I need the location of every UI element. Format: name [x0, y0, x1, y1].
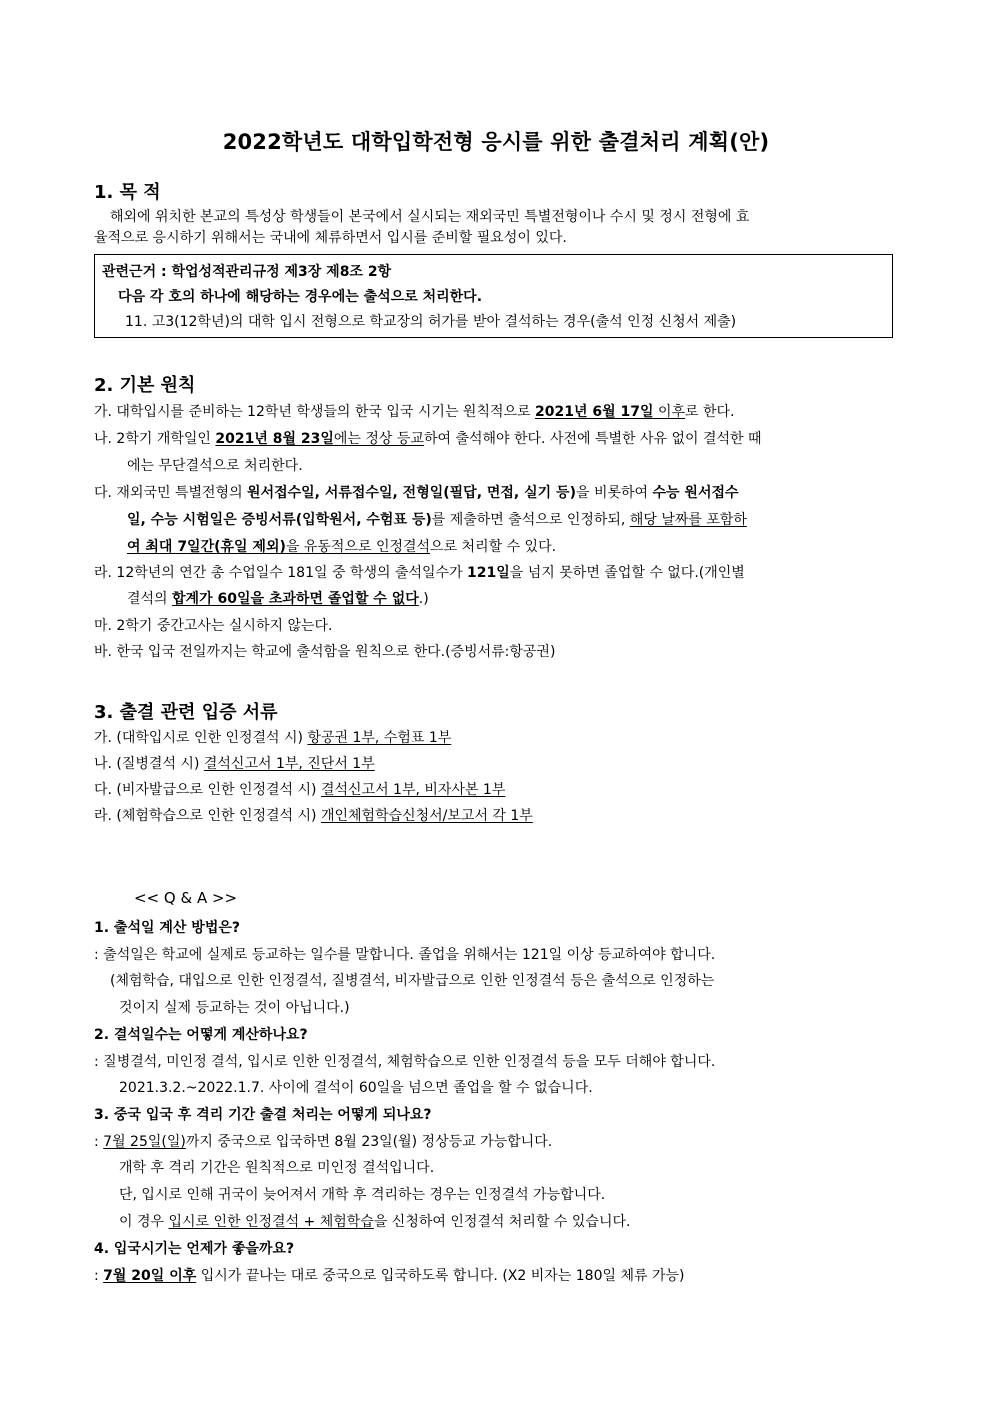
principle-da-eul: 을: [285, 539, 304, 555]
principle-ra-absence: 결석의: [127, 591, 173, 607]
principle-da-dates: 원서접수일, 서류접수일, 전형일(필답, 면접, 실기 등): [247, 485, 576, 501]
principle-ra-rest: 을 넘지 못하면 졸업할 수 없다.(개인별: [509, 565, 745, 581]
doc-item-case: 나. (질병결석 시): [94, 756, 204, 772]
qa-answer-3-case: 이 경우: [119, 1214, 169, 1230]
qa-answer-3-line-2: 개학 후 격리 기간은 원칙적으로 미인정 결석입니다.: [119, 1160, 435, 1176]
qa-answer-2-line-1: : 질병결석, 미인정 결석, 입시로 인한 인정결석, 체험학습으로 인한 인정결석 등을 모두 더해야 합니다.: [94, 1054, 716, 1070]
principle-da-max: 여 최대 7일간(휴일 제외): [127, 539, 286, 555]
reference-rule: 다음 각 호의 하나에 해당하는 경우에는 출석으로 처리한다.: [118, 289, 483, 305]
qa-answer-2-line-2: 2021.3.2.~2022.1.7. 사이에 결석이 60일을 넘으면 졸업을 할 수 없습니다.: [119, 1080, 593, 1096]
principle-ra: [94, 564, 745, 582]
principle-da-include: 해당 날짜를 포함하: [629, 512, 747, 528]
qa-answer-3-line-3: 단, 입시로 인해 귀국이 늦어져서 개학 후 격리하는 경우는 인정결석 가능합니다.: [119, 1187, 606, 1203]
principle-da-and: 을 비롯하여: [575, 485, 653, 501]
qa-answer-3-end: 을 신청하여 인정결석 처리할 수 있습니다.: [373, 1214, 631, 1230]
principle-ra-end: .): [418, 591, 429, 607]
doc-item-case: 다. (비자발급으로 인한 인정결석 시): [94, 782, 321, 798]
principle-da-submit: 를 제출하면 출석으로 인정하되,: [431, 512, 630, 528]
qa-answer-1-line-3: 것이지 실제 등교하는 것이 아닙니다.): [119, 1000, 350, 1016]
qa-answer-1-line-2: (체험학습, 대입으로 인한 인정결석, 질병결석, 비자발급으로 인한 인정결석 등은 출석으로 인정하는: [110, 973, 715, 989]
section-3-heading: 3. 출결 관련 입증 서류: [94, 702, 278, 723]
qa-answer-4: [94, 1267, 684, 1285]
doc-item: [94, 807, 533, 825]
reference-clause: 11. 고3(12학년)의 대학 입시 전형으로 학교장의 허가를 받아 결석하는 경우(출석 인정 신청서 제출): [125, 314, 737, 330]
principle-na: [94, 430, 762, 448]
s1-paragraph-line-2: 율적으로 응시하기 위해서는 국내에 체류하면서 입시를 준비할 필요성이 있다.: [94, 230, 567, 246]
qa-answer-3-line-4: [119, 1213, 630, 1231]
principle-ga-text: 가. 대학입시를 준비하는 12학년 학생들의 한국 입국 시기는 원칙적으로: [94, 404, 535, 420]
doc-item-docs: 개인체험학습신청서/보고서 각 1부: [320, 808, 533, 824]
principle-na-attend: 에는 정상 등교: [333, 431, 424, 447]
principle-ga-after: 이후: [653, 404, 686, 420]
principle-da-docs: 일, 수능 시험일은 증빙서류(입학원서, 수험표 등): [127, 512, 432, 528]
principle-da: [94, 484, 739, 502]
principle-na-rest: 하여 출석해야 한다. 사전에 특별한 사유 없이 결석한 때: [423, 431, 762, 447]
principle-da-line-2: [127, 511, 747, 529]
principle-da-end: 으로 처리할 수 있다.: [430, 539, 557, 555]
qa-answer-3-colon: :: [94, 1134, 104, 1150]
principle-da-flex: 유동적으로 인정결석: [303, 539, 431, 555]
doc-item-docs: 결석신고서 1부, 비자사본 1부: [320, 782, 506, 798]
qa-question-4: 4. 입국시기는 언제가 좋을까요?: [94, 1241, 295, 1257]
principle-na-line-2: 에는 무단결석으로 처리한다.: [127, 458, 303, 474]
principle-da-suneung: 수능 원서접수: [652, 485, 739, 501]
qa-heading: << Q & A >>: [134, 889, 238, 907]
principle-ga-date: 2021년 6월 17일: [535, 404, 654, 420]
principle-na-text: 나. 2학기 개학일인: [94, 431, 216, 447]
section-1-heading: 1. 목 적: [94, 182, 161, 203]
principle-da-text: 다. 재외국민 특별전형의: [94, 485, 248, 501]
reference-box: [94, 254, 893, 338]
doc-item-docs: 결석신고서 1부, 진단서 1부: [203, 756, 375, 772]
principle-da-line-3: [127, 538, 556, 556]
principle-ma: 마. 2학기 중간고사는 실시하지 않는다.: [94, 618, 333, 634]
principle-ra-limit: 합계가 60일을 초과하면 졸업할 수 없다: [172, 591, 419, 607]
principle-ra-text: 라. 12학년의 연간 총 수업일수 181일 중 학생의 출석일수가: [94, 565, 468, 581]
qa-answer-3-date: 7월 25일(일): [103, 1134, 186, 1150]
principle-ba: 바. 한국 입국 전일까지는 학교에 출석함을 원칙으로 한다.(증빙서류:항공권): [94, 644, 556, 660]
doc-item-docs: 항공권 1부, 수험표 1부: [307, 730, 452, 746]
doc-item: [94, 755, 375, 773]
qa-answer-3-text: 까지 중국으로 입국하면 8월 23일(월) 정상등교 가능합니다.: [185, 1134, 553, 1150]
qa-answer-3-combo: 입시로 인한 인정결석 + 체험학습: [168, 1214, 374, 1230]
principle-ra-line-2: [127, 590, 429, 608]
qa-question-2: 2. 결석일수는 어떻게 계산하나요?: [94, 1027, 308, 1043]
qa-answer-4-colon: :: [94, 1268, 104, 1284]
principle-ga: [94, 403, 735, 421]
section-2-heading: 2. 기본 원칙: [94, 375, 196, 396]
document-title: 2022학년도 대학입학전형 응시를 위한 출결처리 계획(안): [222, 130, 770, 154]
qa-answer-4-text: 입시가 끝나는 대로 중국으로 입국하도록 합니다. (X2 비자는 180일 체류 가능): [196, 1268, 685, 1284]
doc-item: [94, 781, 505, 799]
qa-question-1: 1. 출석일 계산 방법은?: [94, 920, 240, 936]
reference-basis: 관련근거 : 학업성적관리규정 제3장 제8조 2항: [102, 264, 392, 280]
qa-answer-1-line-1: : 출석일은 학교에 실제로 등교하는 일수를 말합니다. 졸업을 위해서는 121일 이상 등교하여야 합니다.: [94, 947, 716, 963]
qa-answer-4-date: 7월 20일 이후: [103, 1268, 197, 1284]
qa-question-3: 3. 중국 입국 후 격리 기간 출결 처리는 어떻게 되나요?: [94, 1107, 432, 1123]
principle-ga-end: 로 한다.: [685, 404, 735, 420]
doc-item: [94, 729, 451, 747]
principle-ra-days: 121일: [467, 565, 510, 581]
doc-item-case: 라. (체험학습으로 인한 인정결석 시): [94, 808, 321, 824]
s1-paragraph-line-1: 해외에 위치한 본교의 특성상 학생들이 본국에서 실시되는 재외국민 특별전형이나 수시 및 정시 전형에 효: [110, 209, 750, 225]
qa-answer-3-line-1: [94, 1133, 552, 1151]
doc-item-case: 가. (대학입시로 인한 인정결석 시): [94, 730, 308, 746]
principle-na-date: 2021년 8월 23일: [215, 431, 334, 447]
